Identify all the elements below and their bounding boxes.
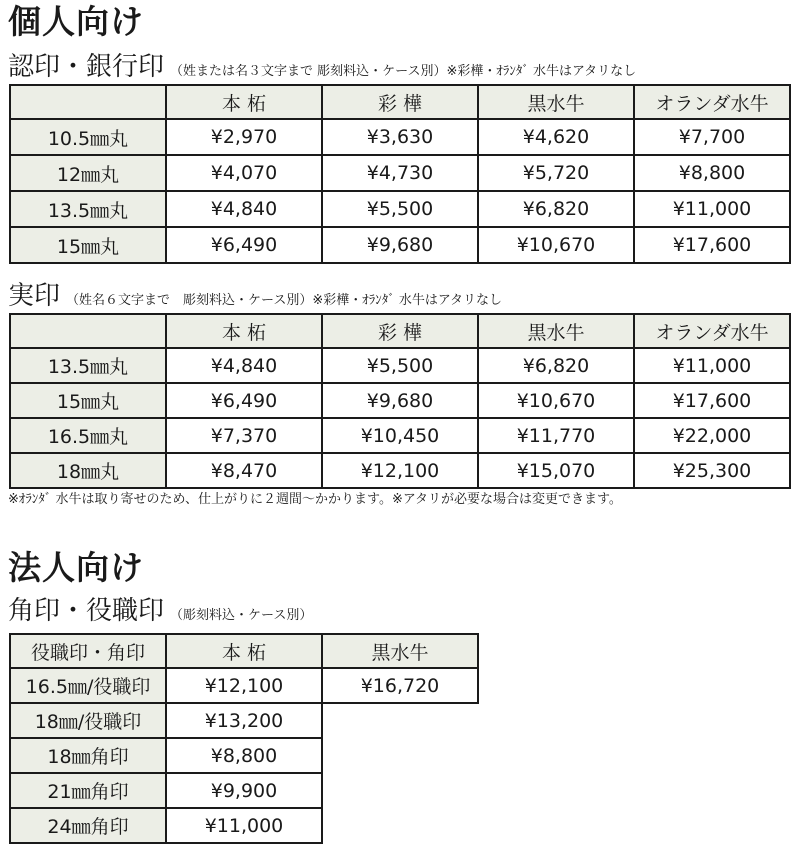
header-cell: オランダ水牛 <box>634 85 790 119</box>
row-size-cell: 24㎜角印 <box>10 808 166 843</box>
row-size-cell: 15㎜丸 <box>10 383 166 418</box>
price-cell: ¥11,770 <box>478 418 634 453</box>
empty-cell <box>322 738 478 773</box>
price-cell: ¥12,100 <box>322 453 478 488</box>
header-cell: 黒水牛 <box>322 634 478 668</box>
header-cell: 本 柘 <box>166 314 322 348</box>
price-cell: ¥3,630 <box>322 119 478 155</box>
header-cell: 黒水牛 <box>478 85 634 119</box>
bank-seal-heading: 認印・銀行印 <box>8 52 165 82</box>
price-cell: ¥4,730 <box>322 155 478 191</box>
price-cell: ¥16,720 <box>322 668 478 703</box>
price-cell: ¥10,670 <box>478 227 634 263</box>
price-cell: ¥8,800 <box>166 738 322 773</box>
price-cell: ¥4,840 <box>166 348 322 383</box>
price-cell: ¥6,820 <box>478 348 634 383</box>
corporate-title: 法人向け <box>8 548 144 587</box>
row-size-cell: 10.5㎜丸 <box>10 119 166 155</box>
bank-seal-note: （姓または名３文字まで 彫刻料込・ケース別）※彩樺・ｵﾗﾝﾀﾞ 水牛はアタリなし <box>170 64 637 79</box>
price-cell: ¥9,900 <box>166 773 322 808</box>
price-cell: ¥6,820 <box>478 191 634 227</box>
row-size-cell: 18㎜/役職印 <box>10 703 166 738</box>
row-size-cell: 12㎜丸 <box>10 155 166 191</box>
corporate-note: （彫刻料込・ケース別） <box>170 608 313 623</box>
table-header-row <box>10 85 790 119</box>
table-row <box>10 155 790 191</box>
price-cell: ¥6,490 <box>166 383 322 418</box>
row-size-cell: 16.5㎜/役職印 <box>10 668 166 703</box>
table-header-row <box>10 634 478 668</box>
price-cell: ¥7,700 <box>634 119 790 155</box>
price-cell: ¥4,070 <box>166 155 322 191</box>
empty-cell <box>322 773 478 808</box>
price-cell: ¥8,800 <box>634 155 790 191</box>
jitsuin-heading: 実印 <box>8 281 61 311</box>
header-cell: 本 柘 <box>166 85 322 119</box>
price-cell: ¥9,680 <box>322 383 478 418</box>
price-cell: ¥5,720 <box>478 155 634 191</box>
price-cell: ¥11,000 <box>634 348 790 383</box>
table-row <box>10 738 478 773</box>
table-row <box>10 453 790 488</box>
individual-title: 個人向け <box>8 2 144 41</box>
price-cell: ¥22,000 <box>634 418 790 453</box>
price-cell: ¥11,000 <box>166 808 322 843</box>
price-cell: ¥7,370 <box>166 418 322 453</box>
header-cell: 本 柘 <box>166 634 322 668</box>
header-cell <box>10 314 166 348</box>
table-row <box>10 227 790 263</box>
price-cell: ¥8,470 <box>166 453 322 488</box>
jitsuin-note: （姓名６文字まで 彫刻料込・ケース別）※彩樺・ｵﾗﾝﾀﾞ 水牛はアタリなし <box>66 293 502 308</box>
price-cell: ¥6,490 <box>166 227 322 263</box>
table-row <box>10 383 790 418</box>
table-row <box>10 668 478 703</box>
price-cell: ¥13,200 <box>166 703 322 738</box>
price-cell: ¥17,600 <box>634 227 790 263</box>
corporate-heading: 角印・役職印 <box>8 596 165 626</box>
price-cell: ¥5,500 <box>322 191 478 227</box>
table-row <box>10 119 790 155</box>
table-header-row <box>10 314 790 348</box>
price-cell: ¥10,670 <box>478 383 634 418</box>
table-row <box>10 418 790 453</box>
price-cell: ¥17,600 <box>634 383 790 418</box>
jitsuin-price-table <box>9 313 791 489</box>
table-row <box>10 348 790 383</box>
price-cell: ¥11,000 <box>634 191 790 227</box>
header-cell: 彩 樺 <box>322 314 478 348</box>
corporate-heading-line <box>8 596 312 631</box>
price-cell: ¥4,840 <box>166 191 322 227</box>
table-row <box>10 808 478 843</box>
row-size-cell: 16.5㎜丸 <box>10 418 166 453</box>
row-size-cell: 18㎜丸 <box>10 453 166 488</box>
empty-cell <box>322 703 478 738</box>
header-cell: 黒水牛 <box>478 314 634 348</box>
header-cell: 役職印・角印 <box>10 634 166 668</box>
header-cell <box>10 85 166 119</box>
table-row <box>10 773 478 808</box>
price-cell: ¥25,300 <box>634 453 790 488</box>
price-cell: ¥2,970 <box>166 119 322 155</box>
price-cell: ¥10,450 <box>322 418 478 453</box>
corporate-price-table <box>9 633 479 844</box>
row-size-cell: 13.5㎜丸 <box>10 348 166 383</box>
empty-cell <box>322 808 478 843</box>
price-cell: ¥15,070 <box>478 453 634 488</box>
row-size-cell: 18㎜角印 <box>10 738 166 773</box>
bank-seal-price-table <box>9 84 791 264</box>
table-row <box>10 703 478 738</box>
price-cell: ¥4,620 <box>478 119 634 155</box>
row-size-cell: 21㎜角印 <box>10 773 166 808</box>
header-cell: オランダ水牛 <box>634 314 790 348</box>
price-cell: ¥12,100 <box>166 668 322 703</box>
jitsuin-heading-line <box>8 281 502 316</box>
header-cell: 彩 樺 <box>322 85 478 119</box>
footnote: ※ｵﾗﾝﾀﾞ 水牛は取り寄せのため、仕上がりに２週間〜かかります。※アタリが必要な場合は変更できます。 <box>8 492 622 507</box>
price-cell: ¥9,680 <box>322 227 478 263</box>
row-size-cell: 15㎜丸 <box>10 227 166 263</box>
row-size-cell: 13.5㎜丸 <box>10 191 166 227</box>
price-cell: ¥5,500 <box>322 348 478 383</box>
table-row <box>10 191 790 227</box>
bank-seal-heading-line <box>8 52 636 87</box>
